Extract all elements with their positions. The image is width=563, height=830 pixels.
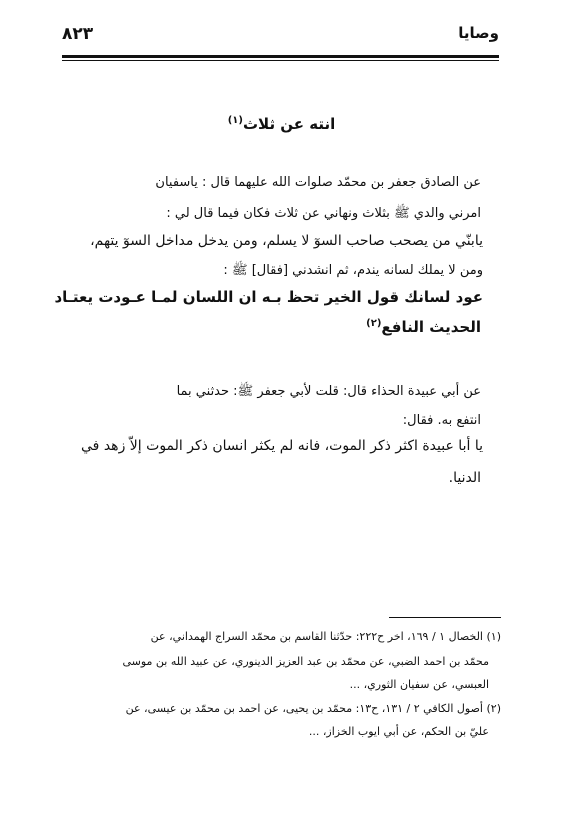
footnote-line: (٢) أصول الكافي ٢ / ١٣١، ح١٣: محمّد بن يحيى، عن احمد بن محمّد بن عيسى، عن	[125, 702, 501, 715]
footnote-line: العبسي، عن سفيان الثوري، ...	[349, 678, 489, 691]
verse-text: الحديث النافع	[381, 318, 481, 336]
footnote-ref: (٢)	[366, 318, 382, 329]
verse-line: عود لسانك قول الخير تحظ بـه ان اللسان لمـا عـودت يعتـاد	[54, 288, 483, 306]
header-rule	[62, 55, 499, 58]
section-title	[0, 115, 563, 133]
section-title-text: انته عن ثلاث	[242, 115, 336, 133]
body-line: يا أبا عبيدة اكثر ذكر الموت، فانه لم يكثر انسان ذكر الموت إلاّ زهد في	[81, 438, 483, 454]
page-number: ٨٢٣	[62, 24, 94, 44]
body-line: ومن لا يملك لسانه يندم، ثم انشدني [فقال] ﷺ :	[223, 263, 483, 278]
body-line: الدنيا.	[448, 470, 481, 486]
body-line: عن أبي عبيدة الحذاء قال: قلت لأبي جعفر ﷺ: حدثني بما	[176, 384, 481, 399]
footnote-ref: (١)	[227, 115, 243, 126]
body-line: عن الصادق جعفر بن محمّد صلوات الله عليهما قال : ياسفيان	[155, 175, 481, 190]
running-title: وصايا	[458, 24, 499, 42]
body-line: امرني والدي ﷺ بثلاث ونهاني عن ثلاث فكان فيما قال لي :	[166, 206, 481, 221]
footnote-line: محمّد بن احمد الضبي، عن محمّد بن عبد العزيز الدينوري، عن عبيد الله بن موسى	[122, 655, 489, 668]
footnote-line: (١) الخصال ١ / ١٦٩، اخر ح٢٢٢: حدّثنا القاسم بن محمّد السراج الهمداني، عن	[150, 630, 501, 643]
verse-line	[366, 318, 481, 336]
footnote-line: عليّ بن الحكم، عن أبي ايوب الخزاز، ...	[308, 725, 489, 738]
page-header	[62, 20, 499, 50]
footnote-rule	[389, 617, 501, 618]
header-rule-thin	[62, 60, 499, 61]
body-line: يابنّي من يصحب صاحب السوٓ لا يسلم، ومن يدخل مداخل السوٓ يتهم،	[90, 233, 483, 249]
body-line: انتفع به. فقال:	[402, 413, 481, 428]
